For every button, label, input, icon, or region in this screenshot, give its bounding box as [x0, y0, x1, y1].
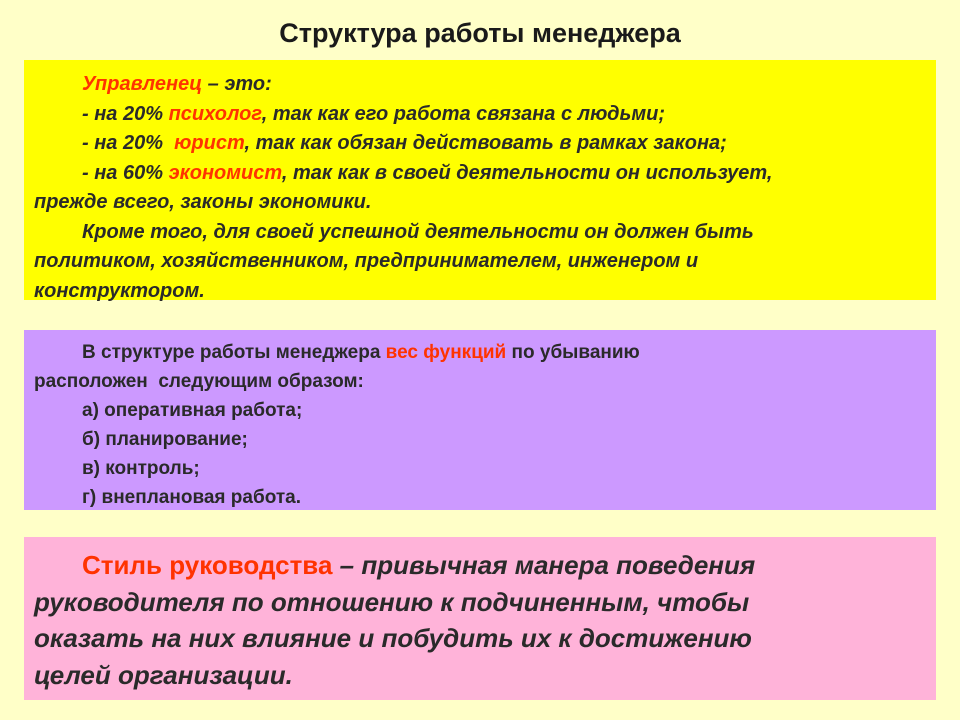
- manager-extra-line3: конструктором.: [34, 279, 205, 302]
- manager-term: Управленец: [82, 73, 203, 95]
- functions-intro-line2: расположен следующим образом:: [34, 371, 364, 392]
- manager-definition-box: [24, 60, 936, 300]
- function-item: а) оперативная работа;: [82, 400, 303, 421]
- manager-item-psychologist: [34, 100, 926, 130]
- manager-intro-rest: – это:: [202, 73, 272, 95]
- item-prefix: - на 60%: [82, 161, 169, 184]
- manager-item-lawyer: [34, 129, 926, 159]
- functions-box: [24, 330, 936, 510]
- style-line4: целей организации.: [34, 659, 293, 690]
- function-item: г) внеплановая работа.: [82, 487, 301, 508]
- style-line3: оказать на них влияние и побудить их к достижению: [34, 623, 752, 653]
- leadership-style-box: [24, 537, 936, 700]
- manager-intro: [34, 70, 926, 100]
- manager-item-economist: [34, 159, 926, 189]
- style-term: Стиль руководства: [82, 550, 333, 580]
- manager-extra-line2: политиком, хозяйственником, предпринимателем, инженером и: [34, 250, 699, 272]
- item-prefix: - на 20%: [82, 132, 175, 154]
- style-line1: [34, 547, 926, 584]
- functions-intro-post: по убыванию: [506, 342, 640, 363]
- style-line2: руководителя по отношению к подчиненным, чтобы: [34, 586, 750, 617]
- function-item: б) планирование;: [82, 429, 248, 450]
- manager-item-economist-cont: прежде всего, законы экономики.: [34, 191, 372, 213]
- manager-extra-line1: Кроме того, для своей успешной деятельности он должен быть: [82, 220, 754, 243]
- item-role: юрист: [174, 132, 245, 154]
- item-text: , так как его работа связана с людьми;: [261, 102, 666, 125]
- function-item: в) контроль;: [82, 458, 200, 479]
- item-role: психолог: [168, 102, 262, 125]
- functions-highlight: вес функций: [385, 342, 507, 363]
- style-def-start: – привычная манера поведения: [332, 550, 756, 580]
- item-prefix: - на 20%: [82, 102, 169, 125]
- item-role: экономист: [168, 161, 282, 184]
- page-title: Структура работы менеджера: [279, 18, 681, 48]
- item-text: , так как обязан действовать в рамках закона;: [244, 132, 727, 154]
- functions-intro-pre: В структуре работы менеджера: [82, 342, 386, 363]
- item-text: , так как в своей деятельности он использует,: [281, 161, 773, 184]
- functions-intro: [34, 338, 926, 367]
